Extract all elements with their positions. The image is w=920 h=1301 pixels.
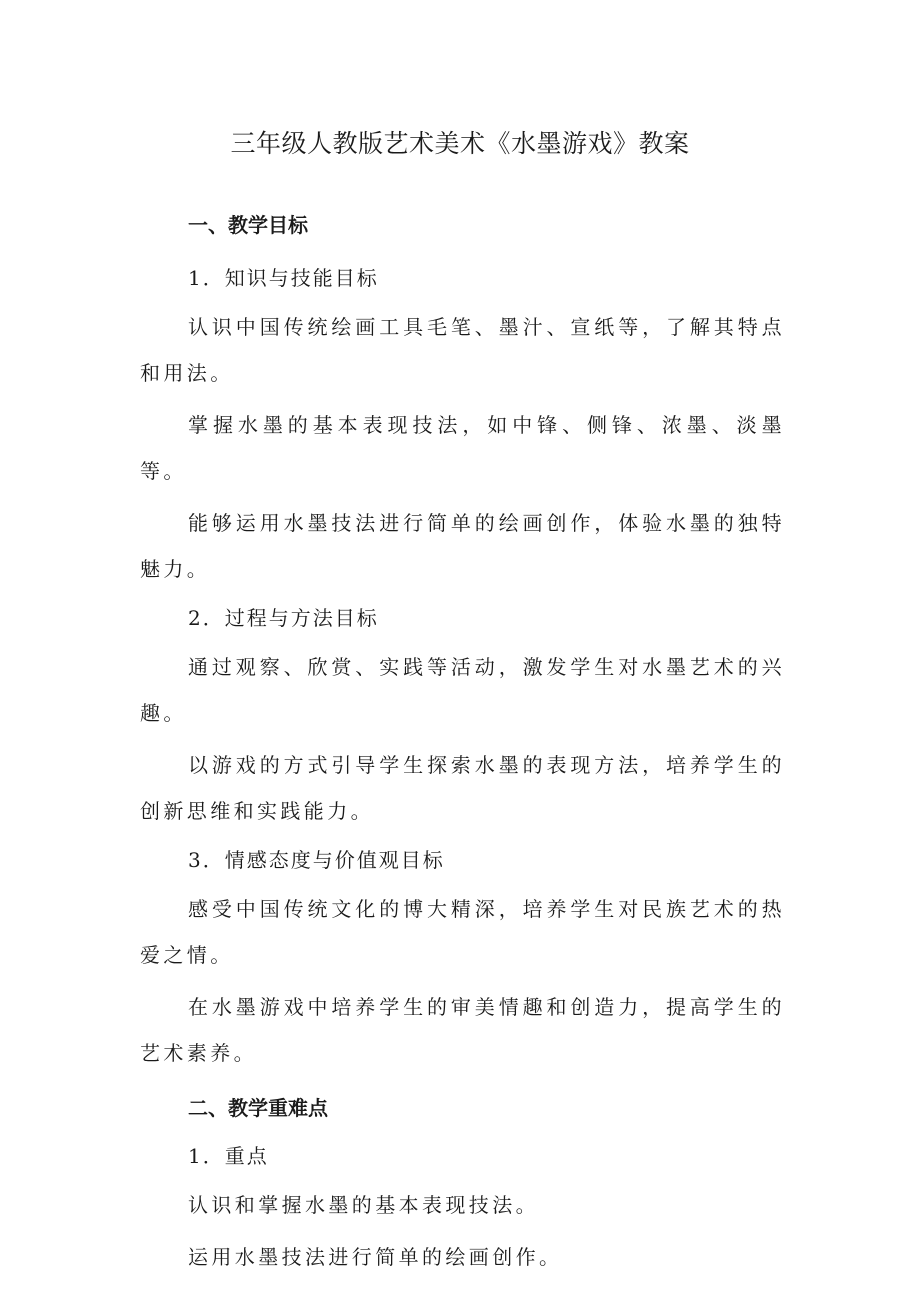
paragraph: 掌握水墨的基本表现技法，如中锋、侧锋、浓墨、淡墨等。 xyxy=(140,413,785,483)
paragraph: 在水墨游戏中培养学生的审美情趣和创造力，提高学生的艺术素养。 xyxy=(140,995,785,1065)
paragraph: 运用水墨技法进行简单的绘画创作。 xyxy=(188,1245,563,1269)
subheading-knowledge-skills: 1．知识与技能目标 xyxy=(188,266,379,290)
subheading-key-points: 1．重点 xyxy=(188,1144,269,1168)
paragraph: 通过观察、欣赏、实践等活动，激发学生对水墨艺术的兴趣。 xyxy=(140,655,785,725)
document-title: 三年级人教版艺术美术《水墨游戏》教案 xyxy=(230,129,690,158)
subheading-emotion-values: 3．情感态度与价值观目标 xyxy=(188,848,445,872)
document-body xyxy=(140,205,785,1286)
subheading-process-methods: 2．过程与方法目标 xyxy=(188,606,379,630)
section-heading-key-difficulties: 二、教学重难点 xyxy=(188,1096,328,1120)
paragraph: 能够运用水墨技法进行简单的绘画创作，体验水墨的独特魅力。 xyxy=(140,511,785,581)
section-heading-teaching-goals: 一、教学目标 xyxy=(188,213,308,237)
paragraph: 认识中国传统绘画工具毛笔、墨汁、宣纸等，了解其特点和用法。 xyxy=(140,315,785,385)
paragraph: 认识和掌握水墨的基本表现技法。 xyxy=(188,1193,539,1217)
paragraph: 以游戏的方式引导学生探索水墨的表现方法，培养学生的创新思维和实践能力。 xyxy=(140,753,785,823)
paragraph: 感受中国传统文化的博大精深，培养学生对民族艺术的热爱之情。 xyxy=(140,897,785,967)
